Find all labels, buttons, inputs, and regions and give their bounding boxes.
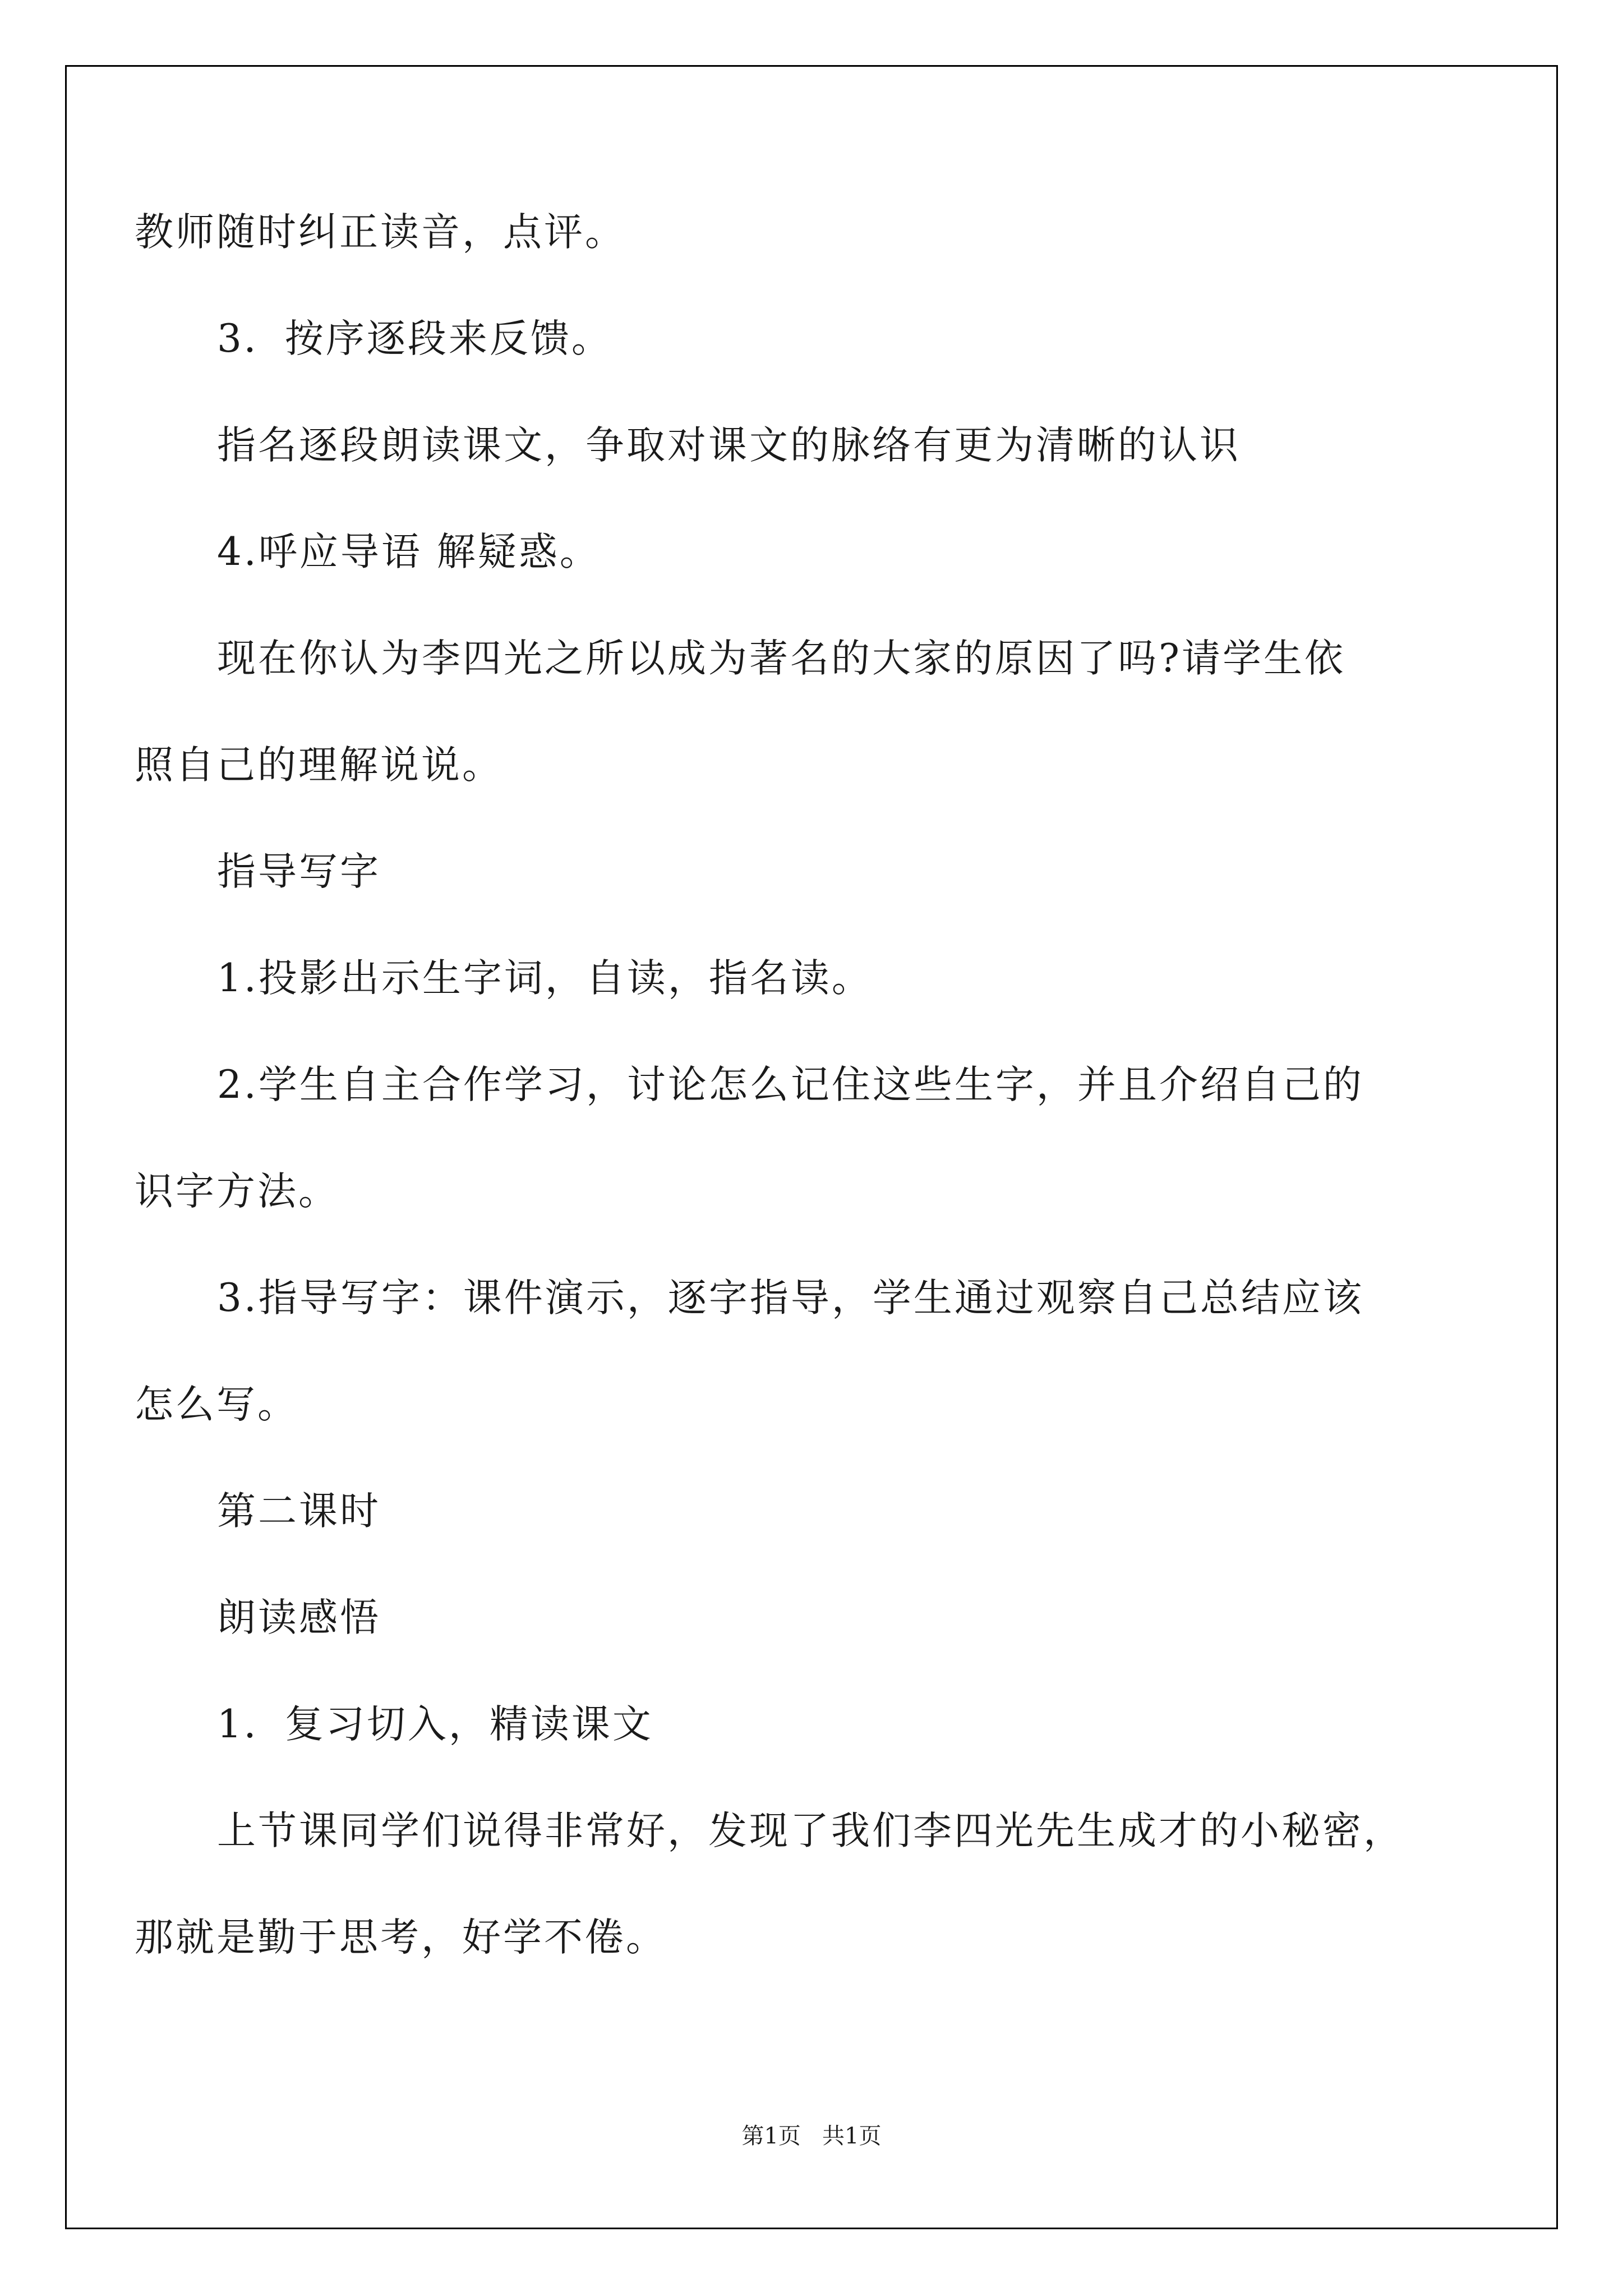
paragraph-line-2: 3．按序逐段来反馈。: [217, 316, 612, 361]
paragraph-line-16: 上节课同学们说得非常好，发现了我们李四光先生成才的小秘密，: [217, 1809, 1404, 1853]
paragraph-line-15: 1．复习切入，精读课文: [217, 1702, 653, 1747]
paragraph-line-8: 1.投影出示生字词，自读，指名读。: [217, 956, 873, 1001]
paragraph-line-9: 2.学生自主合作学习，讨论怎么记住这些生字，并且介绍自己的: [217, 1062, 1364, 1107]
paragraph-line-7: 指导写字: [217, 849, 381, 894]
paragraph-line-14: 朗读感悟: [217, 1595, 381, 1640]
paragraph-line-1: 教师随时纠正读音，点评。: [135, 210, 626, 255]
paragraph-line-17: 那就是勤于思考，好学不倦。: [135, 1915, 667, 1960]
page-number-footer: 第1页 共1页: [741, 2123, 882, 2149]
paragraph-line-12: 怎么写。: [135, 1382, 298, 1427]
paragraph-line-3: 指名逐段朗读课文，争取对课文的脉络有更为清晰的认识: [217, 423, 1241, 468]
paragraph-line-11: 3.指导写字：课件演示，逐字指导，学生通过观察自己总结应该: [217, 1276, 1364, 1320]
paragraph-line-10: 识字方法。: [135, 1169, 339, 1214]
paragraph-line-6: 照自己的理解说说。: [135, 743, 503, 788]
paragraph-line-13: 第二课时: [217, 1489, 381, 1534]
paragraph-line-5: 现在你认为李四光之所以成为著名的大家的原因了吗?请学生依: [217, 636, 1345, 681]
paragraph-line-4: 4.呼应导语 解疑惑。: [217, 530, 601, 574]
